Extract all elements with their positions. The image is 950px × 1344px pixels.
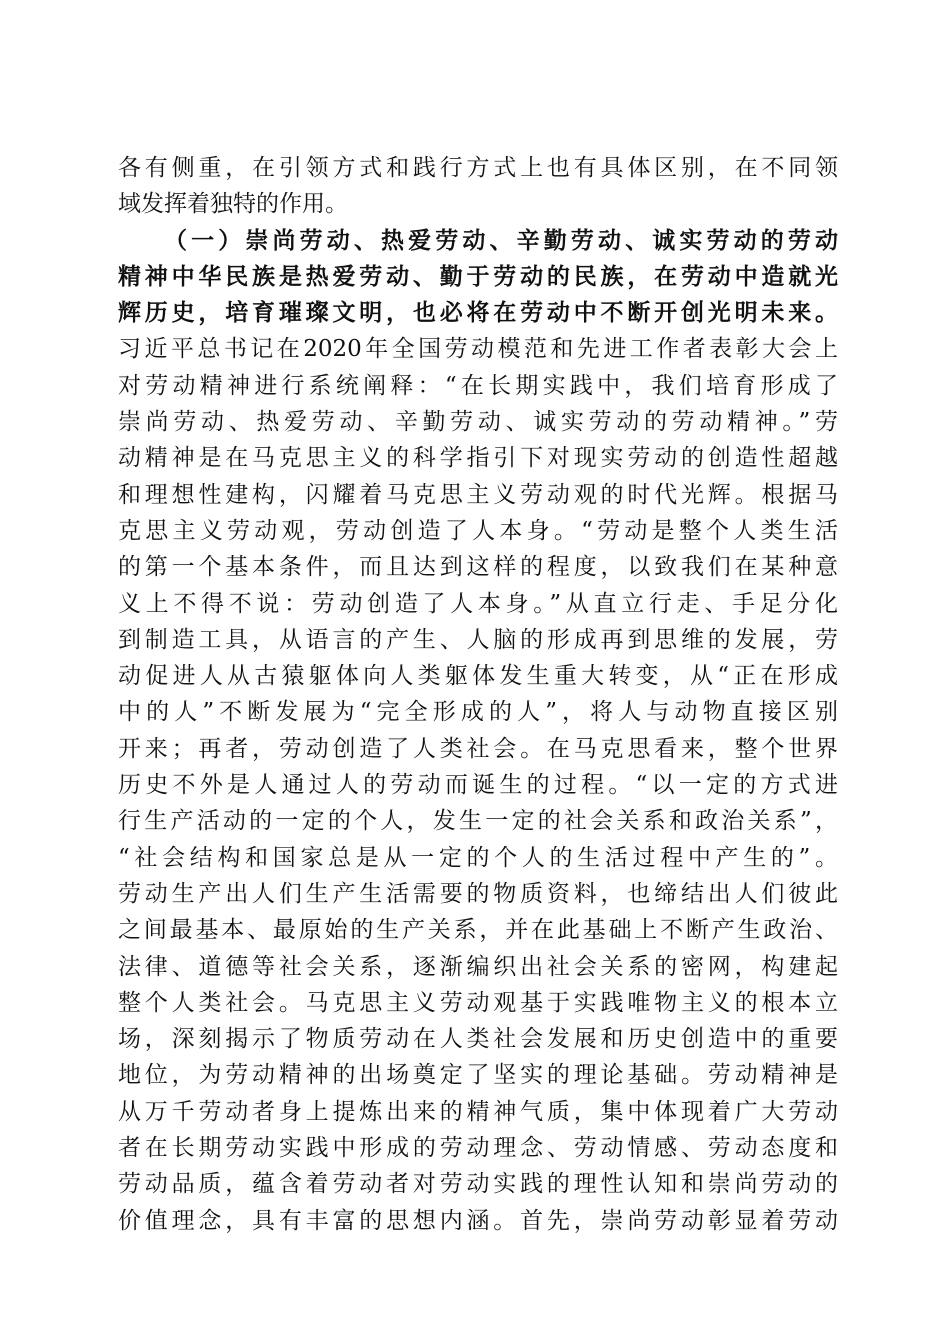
text-line: 到制造工具，从语言的产生、人脑的形成再到思维的发展，劳 xyxy=(118,626,838,653)
text-line: “社会结构和国家总是从一定的个人的生活过程中产生的”。 xyxy=(118,844,838,871)
text-line: 崇尚劳动、热爱劳动、辛勤劳动、诚实劳动的劳动精神。”劳 xyxy=(118,409,838,436)
text-line: 和理想性建构，闪耀着马克思主义劳动观的时代光辉。根据马 xyxy=(118,481,838,508)
text-line: 整个人类社会。马克思主义劳动观基于实践唯物主义的根本立 xyxy=(118,989,838,1016)
text-line: 各有侧重，在引领方式和践行方式上也有具体区别，在不同领 xyxy=(118,155,838,181)
text-line: 行生产活动的一定的个人，发生一定的社会关系和政治关系”， xyxy=(118,808,838,835)
text-line: 之间最基本、最原始的生产关系，并在此基础上不断产生政治、 xyxy=(118,917,838,944)
text-line: 者在长期劳动实践中形成的劳动理念、劳动情感、劳动态度和 xyxy=(118,1135,838,1162)
text-line: 价值理念，具有丰富的思想内涵。首先，崇尚劳动彰显着劳动 xyxy=(118,1207,838,1234)
text-line: 历史不外是人通过人的劳动而诞生的过程。“以一定的方式进 xyxy=(118,772,838,799)
text-line: 动精神是在马克思主义的科学指引下对现实劳动的创造性超越 xyxy=(118,445,838,472)
text-line: 劳动生产出人们生产生活需要的物质资料，也缔结出人们彼此 xyxy=(118,880,838,907)
text-line: 的第一个基本条件，而且达到这样的程度，以致我们在某种意 xyxy=(118,554,838,581)
text-line: 场，深刻揭示了物质劳动在人类社会发展和历史创造中的重要 xyxy=(118,1026,838,1053)
text-line: 中的人”不断发展为“完全形成的人”，将人与动物直接区别 xyxy=(118,699,838,726)
text-line: 地位，为劳动精神的出场奠定了坚实的理论基础。劳动精神是 xyxy=(118,1062,838,1089)
section-heading-line: （一）崇尚劳动、热爱劳动、辛勤劳动、诚实劳动的劳动 xyxy=(164,226,838,254)
text-line: 习近平总书记在2020年全国劳动模范和先进工作者表彰大会上 xyxy=(118,336,838,363)
text-line: 劳动品质，蕴含着劳动者对劳动实践的理性认知和崇尚劳动的 xyxy=(118,1171,838,1198)
text-line: 从万千劳动者身上提炼出来的精神气质，集中体现着广大劳动 xyxy=(118,1098,838,1125)
text-line: 义上不得不说：劳动创造了人本身。”从直立行走、手足分化 xyxy=(118,590,838,617)
text-line: 克思主义劳动观，劳动创造了人本身。“劳动是整个人类生活 xyxy=(118,517,838,544)
section-heading-line: 精神中华民族是热爱劳动、勤于劳动的民族，在劳动中造就光 xyxy=(118,262,838,290)
section-heading-line: 辉历史，培育璀璨文明，也必将在劳动中不断开创光明未来。 xyxy=(118,299,838,327)
text-line: 域发挥着独特的作用。 xyxy=(118,191,348,218)
text-line: 法律、道德等社会关系，逐渐编织出社会关系的密网，构建起 xyxy=(118,953,838,980)
body-text xyxy=(118,150,838,1239)
text-line: 动促进人从古猿躯体向人类躯体发生重大转变，从“正在形成 xyxy=(118,663,838,690)
text-line: 开来；再者，劳动创造了人类社会。在马克思看来，整个世界 xyxy=(118,735,838,762)
text-line: 对劳动精神进行系统阐释：“在长期实践中，我们培育形成了 xyxy=(118,372,838,399)
